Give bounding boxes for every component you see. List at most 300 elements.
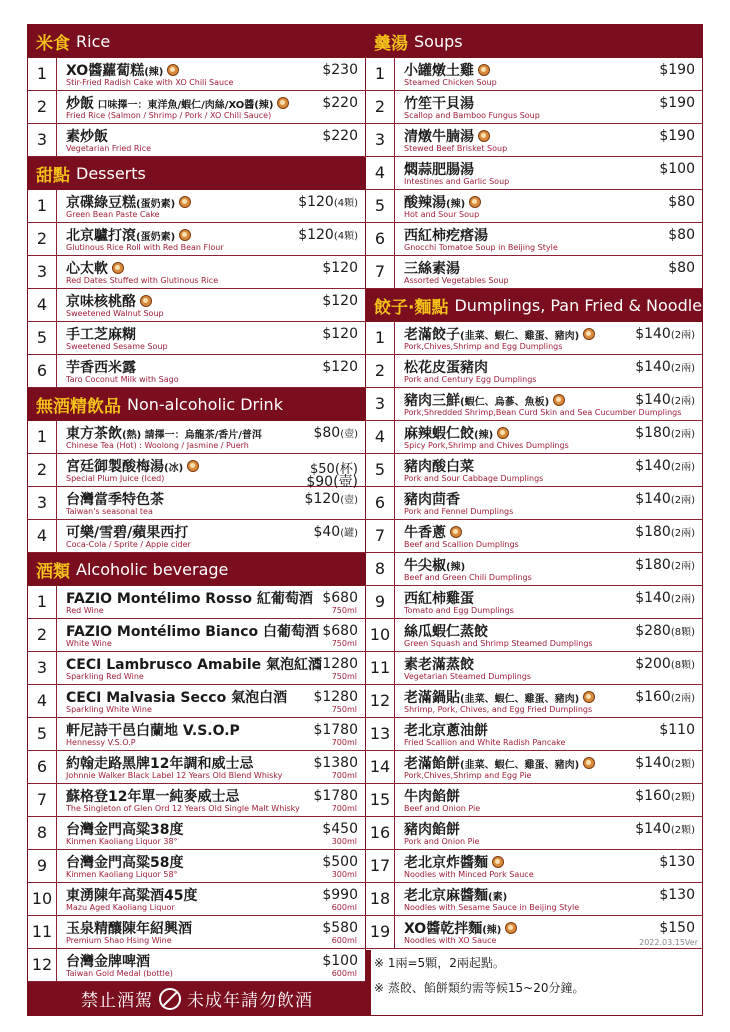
item-price	[322, 260, 358, 276]
menu-item-row	[366, 388, 702, 421]
item-name	[66, 786, 239, 806]
price-unit: (2顆)	[670, 759, 695, 770]
item-price	[635, 557, 695, 573]
menu-item-row	[366, 421, 702, 454]
item-name-zh: XO醬蘿蔔糕	[66, 63, 145, 79]
price-value: $100	[322, 953, 358, 969]
menu-item-row	[28, 421, 365, 454]
item-name-en: Glutinous Rice Roll with Red Bean Flour	[66, 243, 224, 252]
price-unit: (2兩)	[670, 528, 695, 539]
item-price	[322, 821, 358, 837]
item-name-zh: FAZIO Montélimo Rosso 紅葡萄酒	[66, 591, 313, 607]
item-number: 6	[366, 487, 395, 519]
item-name-en: Shrimp, Pork, Chives, and Egg Fried Dumplings	[404, 705, 593, 714]
item-price	[322, 590, 358, 606]
item-option: (韭菜、蝦仁、雞蛋、豬肉)	[460, 331, 580, 342]
item-name-en: Red Dates Stuffed with Glutinous Rice	[66, 276, 219, 285]
price-unit: (2兩)	[670, 561, 695, 572]
no-drinking-icon	[159, 988, 181, 1010]
price-value: $80	[313, 425, 341, 441]
item-name-en: Green Squash and Shrimp Steamed Dumplings	[404, 639, 593, 648]
item-price	[313, 425, 358, 441]
item-name-zh: 絲瓜蝦仁蒸餃	[404, 624, 488, 640]
menu-item-row	[366, 718, 702, 751]
menu-item-row	[366, 124, 702, 157]
item-number: 11	[366, 652, 395, 684]
item-name-zh: 台灣金門高粱38度	[66, 822, 184, 838]
menu-item-row	[366, 619, 702, 652]
item-option: (辣)	[144, 67, 164, 78]
price-value: $90	[306, 474, 334, 490]
item-name	[66, 522, 188, 542]
item-volume: 300ml	[331, 870, 357, 879]
item-number: 6	[366, 223, 395, 255]
item-name-zh: 軒尼詩干邑白蘭地 V.S.O.P	[66, 723, 240, 739]
item-volume: 750ml	[331, 672, 357, 681]
item-price	[635, 392, 695, 408]
item-name-en: Taiwan's seasonal tea	[66, 507, 153, 516]
item-number: 17	[366, 850, 395, 882]
item-number: 11	[28, 916, 57, 948]
item-price	[659, 920, 695, 936]
menu-item-row	[366, 883, 702, 916]
menu-item-row	[366, 58, 702, 91]
item-name	[66, 588, 313, 608]
price-value: $990	[322, 887, 358, 903]
item-number: 9	[366, 586, 395, 618]
price-unit: (壺)	[333, 474, 358, 490]
menu-item-row	[366, 355, 702, 388]
item-number: 12	[28, 949, 57, 981]
item-name-en: Red Wine	[66, 606, 104, 615]
item-price	[635, 656, 695, 672]
item-price	[313, 722, 358, 738]
menu-item-row	[366, 751, 702, 784]
item-number: 1	[28, 421, 57, 453]
item-name	[66, 753, 253, 773]
item-name-en: Assorted Vegetables Soup	[404, 276, 509, 285]
price-value: $180	[635, 524, 671, 540]
price-unit: (2顆)	[670, 825, 695, 836]
item-price	[298, 194, 358, 210]
item-name	[404, 885, 507, 905]
item-name	[404, 324, 595, 344]
item-price	[305, 491, 358, 507]
item-name-en: Pork and Onion Pie	[404, 837, 480, 846]
item-name	[66, 357, 136, 377]
item-name-en: Vegetarian Fried Rice	[66, 144, 152, 153]
item-name	[404, 753, 595, 773]
item-name-zh: 清燉牛腩湯	[404, 129, 474, 145]
chef-recommend-icon	[583, 757, 595, 769]
price-value: $80	[668, 194, 695, 210]
item-name-zh: 玉泉精釀陳年紹興酒	[66, 921, 192, 937]
item-name	[66, 654, 322, 674]
item-name-en: Scallop and Bamboo Fungus Soup	[404, 111, 540, 120]
item-name-en: Stir-Fried Radish Cake with XO Chili Sauce	[66, 78, 234, 87]
item-number: 8	[28, 817, 57, 849]
section-header-drinks: 無酒精飲品 Non-alcoholic Drink	[28, 388, 365, 421]
item-name-zh: FAZIO Montélimo Bianco 白葡萄酒	[66, 624, 319, 640]
item-name	[404, 390, 565, 410]
menu-item-row	[28, 751, 365, 784]
item-name-en: Beef and Scallion Dumplings	[404, 540, 519, 549]
price-value: $200	[635, 656, 671, 672]
item-name-zh: 台灣金牌啤酒	[66, 954, 150, 970]
item-number: 1	[28, 58, 57, 90]
chef-recommend-icon	[492, 856, 504, 868]
item-name	[66, 192, 191, 212]
price-value: $120	[304, 491, 341, 507]
item-number: 18	[366, 883, 395, 915]
price-unit: (壺)	[340, 429, 358, 440]
item-name-zh: 松花皮蛋豬肉	[404, 360, 488, 376]
menu-item-row	[28, 58, 365, 91]
chef-recommend-icon	[277, 97, 289, 109]
item-number: 4	[366, 421, 395, 453]
price-value: $80	[668, 227, 695, 243]
item-volume: 700ml	[331, 771, 357, 780]
item-name	[66, 291, 152, 311]
item-volume: 600ml	[331, 969, 357, 978]
item-name	[404, 555, 465, 575]
price-value: $140	[635, 326, 671, 342]
item-name	[404, 225, 488, 245]
item-price	[659, 161, 695, 177]
price-value: $140	[635, 491, 671, 507]
item-name	[404, 456, 474, 476]
item-name	[404, 852, 504, 872]
item-price	[298, 227, 358, 243]
item-name-zh: 老北京炸醬麵	[404, 855, 488, 871]
chef-recommend-icon	[478, 64, 490, 76]
price-value: $500	[322, 854, 358, 870]
menu-item-row	[28, 487, 365, 520]
menu-item-row	[28, 289, 365, 322]
item-name-en: Pork and Sour Cabbage Dumplings	[404, 474, 544, 483]
item-price	[668, 194, 695, 210]
menu-item-row	[366, 190, 702, 223]
item-name-en: Intestines and Garlic Soup	[404, 177, 510, 186]
price-unit: (8顆)	[670, 627, 695, 638]
item-name-zh: 豬肉茴香	[404, 492, 460, 508]
item-name-zh: 心太軟	[66, 261, 108, 277]
price-value: $180	[635, 557, 671, 573]
item-name	[66, 885, 197, 905]
item-name	[404, 819, 460, 839]
item-price	[313, 524, 358, 540]
item-name	[404, 654, 474, 674]
item-number: 4	[28, 289, 57, 321]
item-name-en: Johnnie Walker Black Label 12 Years Old Blend Whisky	[66, 771, 283, 780]
item-name-zh: 燜蒜肥腸湯	[404, 162, 474, 178]
item-name	[66, 621, 319, 641]
price-value: $280	[635, 623, 671, 639]
item-name	[66, 819, 183, 839]
chef-recommend-icon	[179, 229, 191, 241]
item-number: 7	[28, 784, 57, 816]
item-name	[404, 159, 474, 179]
price-value: $1780	[313, 788, 358, 804]
chef-recommend-icon	[583, 691, 595, 703]
item-name-en: Vegetarian Steamed Dumplings	[404, 672, 532, 681]
price-unit: (2兩)	[670, 462, 695, 473]
menu-item-row	[366, 157, 702, 190]
price-value: $120	[322, 293, 358, 309]
menu-item-row	[28, 619, 365, 652]
menu-item-row	[366, 256, 702, 289]
chef-recommend-icon	[167, 64, 179, 76]
item-option: (冰)	[164, 463, 184, 474]
price-value: $120	[298, 227, 334, 243]
item-name	[66, 324, 136, 344]
item-number: 19	[366, 916, 395, 948]
item-number: 1	[366, 322, 395, 354]
item-number: 3	[28, 652, 57, 684]
price-value: $140	[635, 755, 671, 771]
item-option: (素)	[488, 892, 508, 903]
item-name-en: Kinmen Kaoliang Liquor 38°	[66, 837, 178, 846]
item-name	[404, 258, 460, 278]
price-value: $80	[668, 260, 695, 276]
item-name-zh: 素老滿蒸餃	[404, 657, 474, 673]
item-price	[659, 62, 695, 78]
item-number: 13	[366, 718, 395, 750]
item-number: 2	[28, 454, 57, 486]
item-name	[66, 60, 179, 80]
item-number: 14	[366, 751, 395, 783]
item-price	[635, 458, 695, 474]
item-name-en: Pork and Fennel Dumplings	[404, 507, 514, 516]
price-unit: (2顆)	[670, 792, 695, 803]
menu-item-row	[28, 256, 365, 289]
item-number: 2	[366, 355, 395, 387]
item-name-en: Pork,Chives,Shrimp and Egg Dumplings	[404, 342, 563, 351]
notes	[374, 954, 584, 1004]
price-value: $1280	[313, 656, 358, 672]
item-number: 4	[28, 685, 57, 717]
price-value: $130	[659, 887, 695, 903]
item-name	[404, 786, 460, 806]
item-number: 2	[28, 223, 57, 255]
item-number: 2	[28, 619, 57, 651]
chef-recommend-icon	[112, 262, 124, 274]
price-value: $580	[322, 920, 358, 936]
version-label: 2022.03.15Ver	[639, 938, 698, 947]
item-name-en: Spicy Pork,Shrimp and Chives Dumplings	[404, 441, 569, 450]
price-value: $160	[635, 788, 671, 804]
item-name	[66, 93, 289, 113]
item-name-en: Beef and Green Chili Dumplings	[404, 573, 532, 582]
item-name	[66, 423, 262, 443]
item-number: 6	[28, 355, 57, 387]
item-name-zh: 台灣金門高粱58度	[66, 855, 184, 871]
item-number: 9	[28, 850, 57, 882]
item-name	[404, 720, 488, 740]
item-name-en: Coca-Cola / Sprite / Appie cider	[66, 540, 191, 549]
item-name	[404, 423, 509, 443]
price-unit: (杯)	[334, 462, 358, 477]
item-name-zh: 蘇格登12年單一純麥威士忌	[66, 789, 240, 805]
item-name-en: Stewed Beef Brisket Soup	[404, 144, 508, 153]
item-volume: 600ml	[331, 903, 357, 912]
menu-frame	[27, 24, 711, 1016]
item-number: 1	[28, 190, 57, 222]
item-number: 15	[366, 784, 395, 816]
item-volume: 750ml	[331, 639, 357, 648]
item-option: (辣)	[474, 430, 494, 441]
item-name-en: Fried Rice (Salmon / Shrimp / Pork / XO Chili Sauce)	[66, 111, 272, 120]
item-price	[659, 854, 695, 870]
menu-item-row	[28, 355, 365, 388]
item-volume: 750ml	[331, 606, 357, 615]
item-price	[322, 326, 358, 342]
item-name-en: Beef and Onion Pie	[404, 804, 481, 813]
price-value: $120	[322, 326, 358, 342]
item-name-en: Pork,Chives,Shrimp and Egg Pie	[404, 771, 532, 780]
price-unit: (8顆)	[670, 660, 695, 671]
price-value: $190	[659, 62, 695, 78]
item-name-zh: 宮廷御製酸梅湯	[66, 459, 164, 475]
item-name-en: Chinese Tea (Hot) : Woolong / Jasmine / Puerh	[66, 441, 249, 450]
item-number: 7	[366, 256, 395, 288]
item-price	[635, 326, 695, 342]
item-name-zh: 手工芝麻糊	[66, 327, 136, 343]
item-name-en: Fried Scallion and White Radish Pancake	[404, 738, 566, 747]
chef-recommend-icon	[140, 295, 152, 307]
item-price	[322, 359, 358, 375]
item-price	[635, 788, 695, 804]
menu-item-row	[28, 949, 365, 982]
item-name-en: Mazu Aged Kaoliang Liquor	[66, 903, 175, 912]
item-name	[66, 918, 192, 938]
item-name-zh: 麻辣蝦仁餃	[404, 426, 474, 442]
item-name-en: Gnocchi Tomatoe Soup in Beijing Style	[404, 243, 558, 252]
item-number: 3	[28, 487, 57, 519]
price-value: $140	[635, 590, 671, 606]
price-value: $120	[322, 260, 358, 276]
item-option: (蛋奶素)	[136, 199, 176, 210]
item-name-zh: 素炒飯	[66, 129, 108, 145]
item-name	[66, 225, 191, 245]
item-price	[668, 260, 695, 276]
item-price	[322, 62, 358, 78]
item-number: 3	[366, 124, 395, 156]
item-name-zh: 三絲素湯	[404, 261, 460, 277]
item-price	[313, 656, 358, 672]
item-volume: 700ml	[331, 804, 357, 813]
price-value: $1380	[313, 755, 358, 771]
item-number: 4	[366, 157, 395, 189]
price-value: $230	[322, 62, 358, 78]
price-value: $140	[635, 359, 671, 375]
menu-item-row	[28, 91, 365, 124]
item-name-zh: 老北京麻醬麵	[404, 888, 488, 904]
price-value: $150	[659, 920, 695, 936]
menu-item-row	[366, 850, 702, 883]
menu-item-row	[28, 454, 365, 490]
item-name-en: Taro Coconut Milk with Sago	[66, 375, 179, 384]
item-price	[659, 887, 695, 903]
item-name	[404, 621, 488, 641]
item-name-en: Sweetened Sesame Soup	[66, 342, 168, 351]
item-name	[404, 687, 595, 707]
chef-recommend-icon	[179, 196, 191, 208]
menu-item-row	[28, 685, 365, 718]
item-number: 2	[366, 91, 395, 123]
item-option: 口味擇一：東洋魚/蝦仁/肉絲/XO醬(辣)	[94, 100, 274, 111]
item-name-zh: 京味核桃酪	[66, 294, 136, 310]
price-value: $190	[659, 95, 695, 111]
item-name-zh: 酸辣湯	[404, 195, 446, 211]
item-price	[635, 491, 695, 507]
item-option: (韭菜、蝦仁、雞蛋、豬肉)	[460, 694, 580, 705]
item-name	[404, 489, 460, 509]
menu-item-row	[28, 322, 365, 355]
item-name	[66, 258, 124, 278]
item-number: 16	[366, 817, 395, 849]
item-name-en: Sparkling Red Wine	[66, 672, 144, 681]
price-value: $1780	[313, 722, 358, 738]
item-price	[635, 755, 695, 771]
item-name-en: Pork,Shredded Shrimp,Bean Curd Skin and Sea Cucumber Dumplings	[404, 408, 682, 417]
price-unit: (4顆)	[333, 231, 358, 242]
price-unit: (2兩)	[670, 429, 695, 440]
note-1: ※ 1兩=5顆，2兩起點。	[374, 956, 505, 970]
menu-item-row	[366, 652, 702, 685]
section-header-desserts: 甜點 Desserts	[28, 157, 365, 190]
item-name-en: Noodles with Sesame Sauce in Beijing Style	[404, 903, 580, 912]
item-name-zh: XO醬乾拌麵	[404, 921, 483, 937]
menu-item-row	[366, 784, 702, 817]
item-option: (辣)	[446, 562, 466, 573]
item-price	[635, 524, 695, 540]
item-number: 3	[28, 124, 57, 156]
item-option: (蛋奶素)	[136, 232, 176, 243]
item-name-zh: 京碟綠豆糕	[66, 195, 136, 211]
item-name-zh: 芋香西米露	[66, 360, 136, 376]
item-name-zh: 西紅柿雞蛋	[404, 591, 474, 607]
menu-item-row	[366, 487, 702, 520]
price-value: $450	[322, 821, 358, 837]
price-value: $180	[635, 425, 671, 441]
item-name-en: Hot and Sour Soup	[404, 210, 480, 219]
item-price	[659, 128, 695, 144]
item-name-en: Special Plum Juice (Iced)	[66, 474, 165, 483]
price-unit: (2兩)	[670, 396, 695, 407]
price-value: $680	[322, 590, 358, 606]
item-option: (辣)	[446, 199, 466, 210]
item-name-zh: 炒飯	[66, 96, 94, 112]
price-unit: (壺)	[340, 495, 358, 506]
item-number: 7	[366, 520, 395, 552]
item-price	[668, 227, 695, 243]
menu-item-row	[28, 883, 365, 916]
item-number: 5	[28, 718, 57, 750]
item-number: 8	[366, 553, 395, 585]
chef-recommend-icon	[583, 328, 595, 340]
item-name	[66, 126, 108, 146]
item-name	[404, 192, 481, 212]
item-option: (熱) 請擇一：烏龍茶/香片/普洱	[122, 430, 262, 441]
item-name-zh: 台灣當季特色茶	[66, 492, 164, 508]
menu-item-row	[366, 685, 702, 718]
item-name-zh: 老北京蔥油餅	[404, 723, 488, 739]
item-price	[659, 95, 695, 111]
menu-item-row	[366, 91, 702, 124]
item-name-zh: 老滿餃子	[404, 327, 460, 343]
chef-recommend-icon	[478, 130, 490, 142]
